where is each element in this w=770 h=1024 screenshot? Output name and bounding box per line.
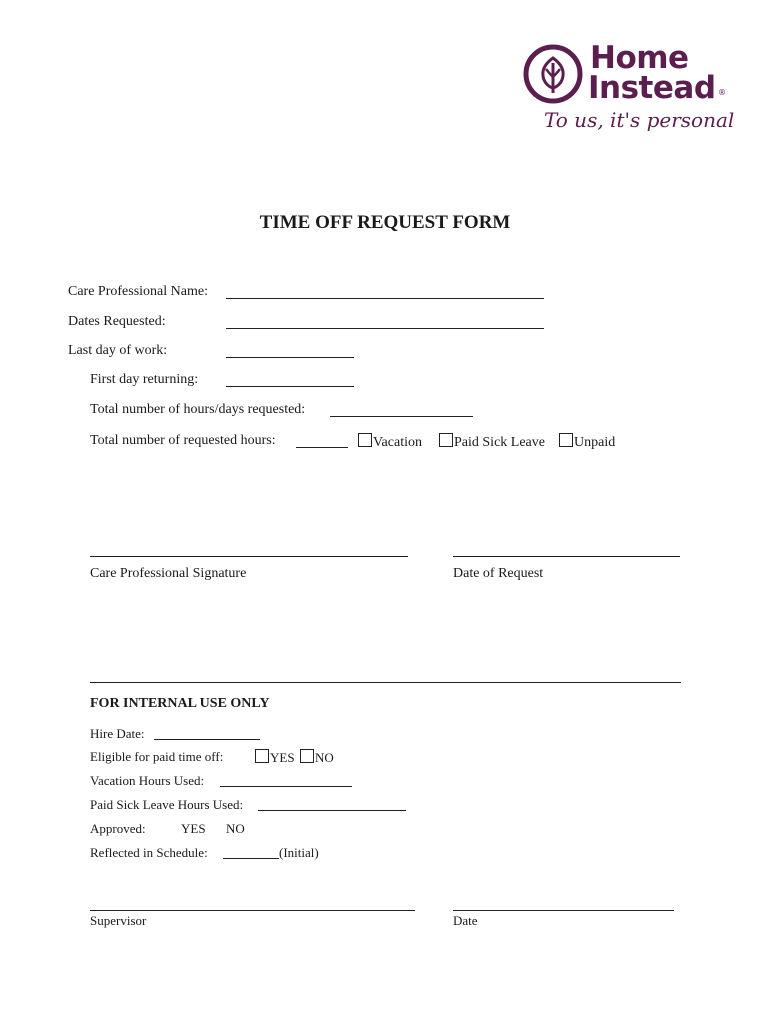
eligible-yes-label: YES: [270, 750, 295, 765]
approved-yes[interactable]: YES: [181, 821, 206, 836]
eligible-yes-option[interactable]: [255, 749, 295, 766]
signature-label: Care Professional Signature: [90, 566, 247, 581]
date-of-request-line[interactable]: [453, 556, 680, 557]
paid-sick-option[interactable]: [439, 433, 545, 451]
logo-word-home: Home: [590, 40, 689, 76]
signature-line[interactable]: [90, 556, 408, 557]
hire-date-label: Hire Date:: [90, 726, 145, 741]
supervisor-date-label: Date: [453, 913, 478, 928]
dates-field[interactable]: [226, 316, 544, 334]
total-requested-field[interactable]: [296, 435, 348, 453]
reflected-field[interactable]: [223, 846, 279, 864]
approved-label: Approved:: [90, 821, 146, 836]
approved-no[interactable]: NO: [226, 821, 245, 836]
registered-mark: ®: [718, 88, 726, 97]
total-hours-days-field[interactable]: [330, 404, 473, 422]
eligible-no-label: NO: [315, 750, 334, 765]
paid-sick-label: Paid Sick Leave: [454, 435, 545, 450]
vacation-checkbox[interactable]: [358, 433, 372, 447]
form-title: TIME OFF REQUEST FORM: [259, 212, 511, 233]
supervisor-date-line[interactable]: [453, 910, 674, 911]
eligible-no-option[interactable]: [300, 749, 334, 766]
vacation-label: Vacation: [373, 435, 422, 450]
vacation-option[interactable]: [358, 433, 422, 451]
total-hours-days-label: Total number of hours/days requested:: [90, 402, 306, 417]
vacation-hours-field[interactable]: [220, 774, 352, 792]
sick-hours-label: Paid Sick Leave Hours Used:: [90, 797, 244, 812]
name-field[interactable]: [226, 286, 544, 304]
last-day-field[interactable]: [226, 345, 354, 363]
initial-label: (Initial): [279, 845, 319, 860]
paid-sick-checkbox[interactable]: [439, 433, 453, 447]
sick-hours-field[interactable]: [258, 798, 406, 816]
internal-divider: [90, 682, 681, 683]
eligible-yes-checkbox[interactable]: [255, 749, 269, 763]
dates-label: Dates Requested:: [68, 314, 166, 329]
home-instead-logo-icon: [522, 43, 584, 105]
name-label: Care Professional Name:: [68, 284, 208, 299]
logo-word-instead: Instead: [588, 70, 716, 106]
hire-date-field[interactable]: [154, 727, 260, 745]
logo-tagline: To us, it's personal: [544, 108, 735, 132]
unpaid-checkbox[interactable]: [559, 433, 573, 447]
supervisor-label: Supervisor: [90, 913, 147, 928]
eligible-no-checkbox[interactable]: [300, 749, 314, 763]
date-of-request-label: Date of Request: [453, 566, 544, 581]
first-day-field[interactable]: [226, 374, 354, 392]
unpaid-option[interactable]: [559, 433, 615, 451]
supervisor-line[interactable]: [90, 910, 415, 911]
vacation-hours-label: Vacation Hours Used:: [90, 773, 205, 788]
total-requested-label: Total number of requested hours:: [90, 433, 276, 448]
eligible-label: Eligible for paid time off:: [90, 749, 224, 764]
unpaid-label: Unpaid: [574, 435, 616, 450]
last-day-label: Last day of work:: [68, 343, 168, 358]
internal-heading: FOR INTERNAL USE ONLY: [90, 696, 270, 711]
reflected-label: Reflected in Schedule:: [90, 845, 208, 860]
first-day-label: First day returning:: [90, 372, 199, 387]
